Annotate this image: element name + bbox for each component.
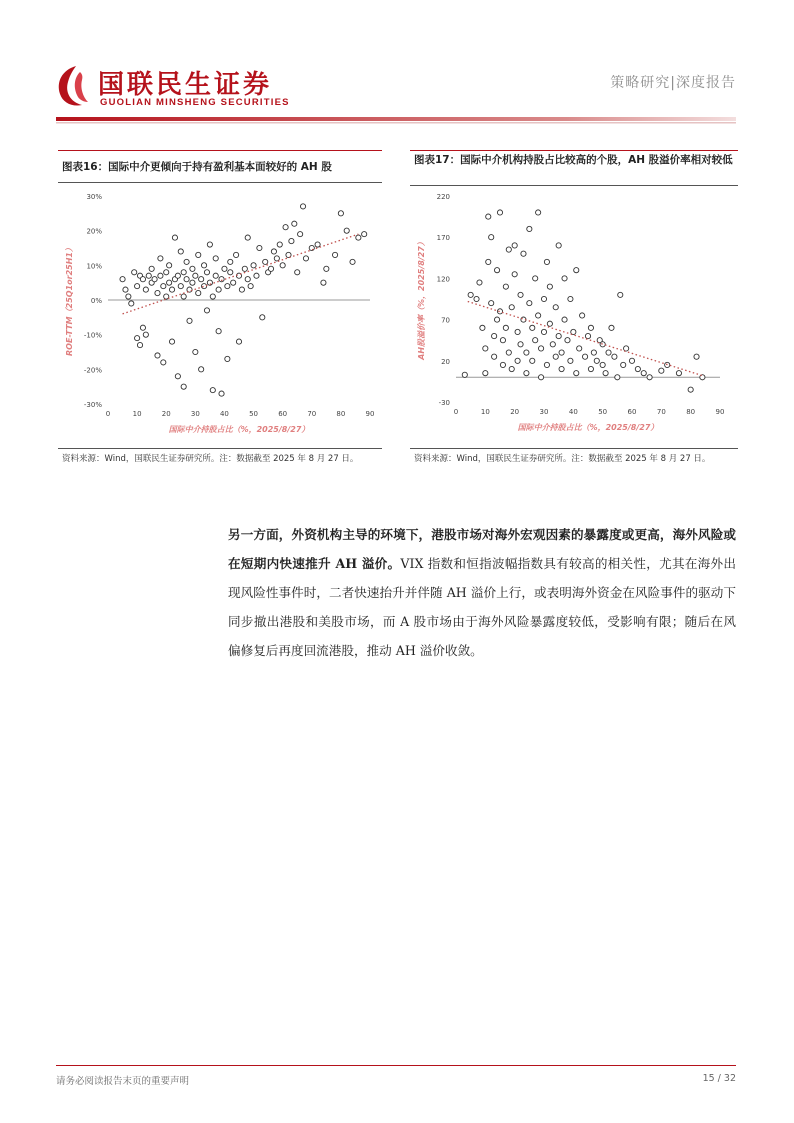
- scatter-point: [242, 266, 247, 271]
- scatter-point: [289, 238, 294, 243]
- y-tick-label: -30: [438, 399, 450, 407]
- x-axis-title: 国际中介持股占比（%，2025/8/27）: [168, 425, 310, 434]
- scatter-point: [606, 350, 611, 355]
- scatter-point: [172, 235, 177, 240]
- figure17-bottom-rule: [410, 448, 738, 449]
- scatter-point: [199, 277, 204, 282]
- scatter-point: [580, 313, 585, 318]
- scatter-point: [574, 268, 579, 273]
- scatter-point: [474, 296, 479, 301]
- scatter-point: [158, 256, 163, 261]
- scatter-point: [515, 329, 520, 334]
- scatter-point: [562, 276, 567, 281]
- scatter-point: [676, 371, 681, 376]
- figure17-title: 图表17：国际中介机构持股占比较高的个股，AH 股溢价率相对较低: [414, 154, 733, 166]
- scatter-point: [506, 350, 511, 355]
- x-tick-label: 0: [453, 408, 459, 416]
- scatter-point: [135, 284, 140, 289]
- scatter-point: [149, 266, 154, 271]
- scatter-point: [210, 294, 215, 299]
- scatter-point: [254, 273, 259, 278]
- scatter-point: [489, 235, 494, 240]
- footer-disclaimer: 请务必阅读报告末页的重要声明: [56, 1076, 190, 1087]
- scatter-point: [338, 211, 343, 216]
- scatter-point: [489, 301, 494, 306]
- figure16-source: 资料来源：Wind，国联民生证券研究所。注：数据截至 2025 年 8 月 27 日。: [62, 454, 359, 464]
- scatter-point: [536, 313, 541, 318]
- scatter-point: [175, 374, 180, 379]
- scatter-point: [167, 263, 172, 268]
- scatter-point: [494, 317, 499, 322]
- scatter-point: [239, 287, 244, 292]
- scatter-point: [248, 284, 253, 289]
- scatter-point: [181, 270, 186, 275]
- scatter-point: [126, 294, 131, 299]
- scatter-point: [497, 210, 502, 215]
- scatter-point: [568, 358, 573, 363]
- scatter-point: [492, 354, 497, 359]
- x-tick-label: 60: [278, 410, 288, 418]
- scatter-point: [512, 272, 517, 277]
- scatter-point: [544, 259, 549, 264]
- scatter-point: [201, 284, 206, 289]
- scatter-point: [260, 315, 265, 320]
- scatter-point: [231, 280, 236, 285]
- x-tick-label: 50: [598, 408, 608, 416]
- y-tick-label: 30%: [86, 193, 102, 201]
- scatter-point: [577, 346, 582, 351]
- scatter-point: [477, 280, 482, 285]
- scatter-point: [332, 252, 337, 257]
- y-axis-title: ROE-TTM（25Q1or25H1）: [65, 244, 74, 356]
- y-tick-label: 10%: [86, 262, 102, 271]
- scatter-point: [494, 268, 499, 273]
- scatter-point: [694, 354, 699, 359]
- scatter-point: [283, 225, 288, 230]
- x-tick-label: 40: [568, 408, 578, 416]
- scatter-point: [143, 287, 148, 292]
- scatter-point: [135, 336, 140, 341]
- x-tick-label: 90: [365, 410, 375, 418]
- scatter-point: [524, 350, 529, 355]
- scatter-point: [344, 228, 349, 233]
- scatter-point: [541, 329, 546, 334]
- footer-divider: [56, 1065, 736, 1066]
- scatter-point: [143, 332, 148, 337]
- scatter-point: [486, 259, 491, 264]
- figure16-bottom-rule: [58, 448, 382, 449]
- scatter-point: [155, 353, 160, 358]
- scatter-point: [483, 346, 488, 351]
- scatter-point: [245, 277, 250, 282]
- scatter-point: [277, 242, 282, 247]
- body-paragraph: [228, 520, 736, 665]
- scatter-point: [140, 325, 145, 330]
- figure16-title-rule: [58, 182, 382, 183]
- x-axis-title: 国际中介持股占比（%，2025/8/27）: [517, 423, 659, 432]
- x-tick-label: 40: [219, 410, 229, 418]
- figure17-title-rule: [410, 185, 738, 186]
- scatter-point: [178, 284, 183, 289]
- scatter-point: [216, 329, 221, 334]
- figure16-chart: [58, 186, 382, 442]
- x-tick-label: 50: [249, 410, 259, 418]
- scatter-point: [178, 249, 183, 254]
- figure16-top-rule: [58, 150, 382, 151]
- scatter-point: [624, 346, 629, 351]
- scatter-point: [629, 358, 634, 363]
- scatter-point: [187, 318, 192, 323]
- scatter-point: [193, 349, 198, 354]
- scatter-point: [641, 371, 646, 376]
- scatter-point: [500, 338, 505, 343]
- scatter-point: [609, 325, 614, 330]
- figure17-scatter-svg: [410, 188, 738, 442]
- scatter-point: [303, 256, 308, 261]
- page-number: 15 / 32: [702, 1073, 736, 1084]
- y-tick-label: -30%: [83, 401, 102, 409]
- scatter-point: [527, 301, 532, 306]
- figure16-scatter-svg: [58, 186, 382, 442]
- scatter-point: [533, 276, 538, 281]
- scatter-point: [530, 358, 535, 363]
- company-logo: [56, 64, 316, 112]
- scatter-point: [268, 266, 273, 271]
- scatter-point: [588, 366, 593, 371]
- scatter-point: [603, 371, 608, 376]
- scatter-point: [533, 338, 538, 343]
- scatter-point: [615, 375, 620, 380]
- scatter-point: [553, 305, 558, 310]
- scatter-point: [518, 292, 523, 297]
- scatter-point: [169, 287, 174, 292]
- x-tick-label: 90: [715, 408, 725, 416]
- x-tick-label: 10: [480, 408, 490, 416]
- scatter-point: [512, 243, 517, 248]
- scatter-point: [161, 360, 166, 365]
- figure17-chart: [410, 188, 738, 442]
- figure17-top-rule: [410, 150, 738, 151]
- scatter-point: [204, 308, 209, 313]
- scatter-point: [550, 342, 555, 347]
- x-tick-label: 10: [132, 410, 142, 418]
- x-tick-label: 80: [336, 410, 346, 418]
- scatter-point: [559, 366, 564, 371]
- scatter-point: [181, 294, 186, 299]
- scatter-point: [486, 214, 491, 219]
- scatter-point: [120, 277, 125, 282]
- scatter-point: [219, 391, 224, 396]
- scatter-point: [503, 325, 508, 330]
- scatter-point: [271, 249, 276, 254]
- scatter-point: [181, 384, 186, 389]
- scatter-point: [688, 387, 693, 392]
- scatter-point: [207, 242, 212, 247]
- x-tick-label: 20: [510, 408, 520, 416]
- scatter-point: [647, 375, 652, 380]
- scatter-point: [618, 292, 623, 297]
- scatter-point: [356, 235, 361, 240]
- y-tick-label: 220: [436, 193, 450, 201]
- scatter-point: [518, 342, 523, 347]
- scatter-point: [146, 273, 151, 278]
- scatter-point: [600, 342, 605, 347]
- scatter-point: [169, 339, 174, 344]
- report-type-label: 策略研究|深度报告: [610, 75, 736, 91]
- scatter-point: [547, 321, 552, 326]
- scatter-point: [541, 296, 546, 301]
- scatter-point: [538, 375, 543, 380]
- scatter-point: [298, 232, 303, 237]
- scatter-point: [612, 354, 617, 359]
- figure16-title: 图表16：国际中介更倾向于持有盈利基本面较好的 AH 股: [62, 161, 332, 173]
- scatter-point: [480, 325, 485, 330]
- scatter-point: [556, 243, 561, 248]
- scatter-point: [492, 333, 497, 338]
- scatter-point: [213, 256, 218, 261]
- scatter-point: [233, 252, 238, 257]
- scatter-point: [506, 247, 511, 252]
- scatter-point: [527, 226, 532, 231]
- scatter-point: [184, 277, 189, 282]
- scatter-point: [158, 273, 163, 278]
- scatter-point: [585, 333, 590, 338]
- scatter-point: [544, 362, 549, 367]
- scatter-point: [350, 259, 355, 264]
- y-tick-label: -10%: [83, 331, 102, 340]
- scatter-point: [245, 235, 250, 240]
- y-tick-label: 120: [436, 275, 450, 284]
- scatter-point: [225, 356, 230, 361]
- scatter-point: [594, 358, 599, 363]
- y-tick-label: 170: [436, 234, 450, 243]
- body-regular-text: VIX 指数和恒指波幅指数具有较高的相关性，尤其在海外出现风险性事件时，二者快速抬升并伴随 AH 溢价上行，或表明海外资金在风险事件的驱动下同步撤出港股和美股市场，而 A 股市场由于海外风险暴露度较低，受影响有限；随后在风偏修复后再度回流港股，推动 AH 溢价收敛。: [228, 556, 736, 658]
- logo-english-text: GUOLIAN MINSHENG SECURITIES: [100, 97, 290, 108]
- scatter-point: [193, 273, 198, 278]
- scatter-point: [152, 277, 157, 282]
- scatter-point: [530, 325, 535, 330]
- scatter-point: [190, 280, 195, 285]
- scatter-point: [462, 372, 467, 377]
- y-tick-label: -20%: [83, 366, 102, 375]
- body-bold-text: 另一方面，外资机构主导的环境下，港股市场对海外宏观因素的暴露度或更高，海外风险或在短期内快速推升 AH 溢价。: [228, 527, 736, 571]
- x-tick-label: 80: [686, 408, 696, 416]
- scatter-point: [591, 350, 596, 355]
- scatter-point: [324, 266, 329, 271]
- scatter-point: [321, 280, 326, 285]
- scatter-point: [483, 371, 488, 376]
- scatter-point: [222, 266, 227, 271]
- scatter-point: [210, 388, 215, 393]
- scatter-point: [568, 296, 573, 301]
- logo-mark-icon: [56, 64, 92, 108]
- scatter-point: [129, 301, 134, 306]
- scatter-point: [556, 333, 561, 338]
- scatter-point: [524, 371, 529, 376]
- scatter-point: [538, 346, 543, 351]
- scatter-point: [201, 263, 206, 268]
- scatter-point: [315, 242, 320, 247]
- y-axis-title: AH股溢价率（%，2025/8/27）: [417, 238, 426, 360]
- scatter-point: [574, 371, 579, 376]
- scatter-point: [600, 362, 605, 367]
- scatter-point: [228, 270, 233, 275]
- x-tick-label: 30: [190, 410, 200, 418]
- scatter-point: [509, 305, 514, 310]
- scatter-point: [659, 368, 664, 373]
- scatter-point: [553, 354, 558, 359]
- scatter-point: [137, 342, 142, 347]
- scatter-point: [175, 273, 180, 278]
- scatter-point: [362, 232, 367, 237]
- x-tick-label: 60: [627, 408, 637, 416]
- scatter-point: [132, 270, 137, 275]
- scatter-point: [228, 259, 233, 264]
- x-tick-label: 70: [656, 408, 666, 416]
- scatter-point: [225, 284, 230, 289]
- scatter-point: [635, 366, 640, 371]
- scatter-point: [251, 263, 256, 268]
- scatter-point: [468, 292, 473, 297]
- scatter-point: [196, 290, 201, 295]
- y-tick-label: 70: [441, 316, 450, 325]
- scatter-point: [199, 367, 204, 372]
- scatter-point: [196, 252, 201, 257]
- scatter-point: [547, 284, 552, 289]
- scatter-point: [292, 221, 297, 226]
- scatter-point: [123, 287, 128, 292]
- scatter-point: [521, 251, 526, 256]
- scatter-point: [184, 259, 189, 264]
- scatter-point: [167, 280, 172, 285]
- scatter-point: [161, 284, 166, 289]
- scatter-point: [621, 362, 626, 367]
- scatter-point: [164, 270, 169, 275]
- scatter-point: [295, 270, 300, 275]
- x-tick-label: 20: [161, 410, 171, 418]
- scatter-point: [140, 277, 145, 282]
- y-tick-label: 0%: [90, 297, 102, 305]
- y-tick-label: 20: [441, 357, 450, 366]
- header-divider: [56, 117, 736, 124]
- scatter-point: [588, 325, 593, 330]
- scatter-point: [582, 354, 587, 359]
- scatter-point: [274, 256, 279, 261]
- x-tick-label: 70: [307, 410, 317, 418]
- scatter-point: [536, 210, 541, 215]
- scatter-point: [503, 284, 508, 289]
- scatter-point: [155, 290, 160, 295]
- scatter-point: [190, 266, 195, 271]
- scatter-point: [500, 362, 505, 367]
- y-tick-label: 20%: [86, 227, 102, 236]
- scatter-point: [565, 338, 570, 343]
- scatter-point: [263, 259, 268, 264]
- scatter-point: [257, 245, 262, 250]
- scatter-point: [280, 263, 285, 268]
- logo-chinese-text: 国联民生证券: [98, 70, 273, 100]
- scatter-point: [204, 270, 209, 275]
- scatter-point: [509, 366, 514, 371]
- x-tick-label: 30: [539, 408, 549, 416]
- scatter-point: [213, 273, 218, 278]
- scatter-point: [300, 204, 305, 209]
- figure17-source: 资料来源：Wind，国联民生证券研究所。注：数据截至 2025 年 8 月 27 日。: [414, 454, 711, 464]
- scatter-point: [216, 287, 221, 292]
- scatter-point: [559, 350, 564, 355]
- x-tick-label: 0: [105, 410, 111, 418]
- scatter-point: [515, 358, 520, 363]
- scatter-point: [236, 339, 241, 344]
- scatter-point: [562, 317, 567, 322]
